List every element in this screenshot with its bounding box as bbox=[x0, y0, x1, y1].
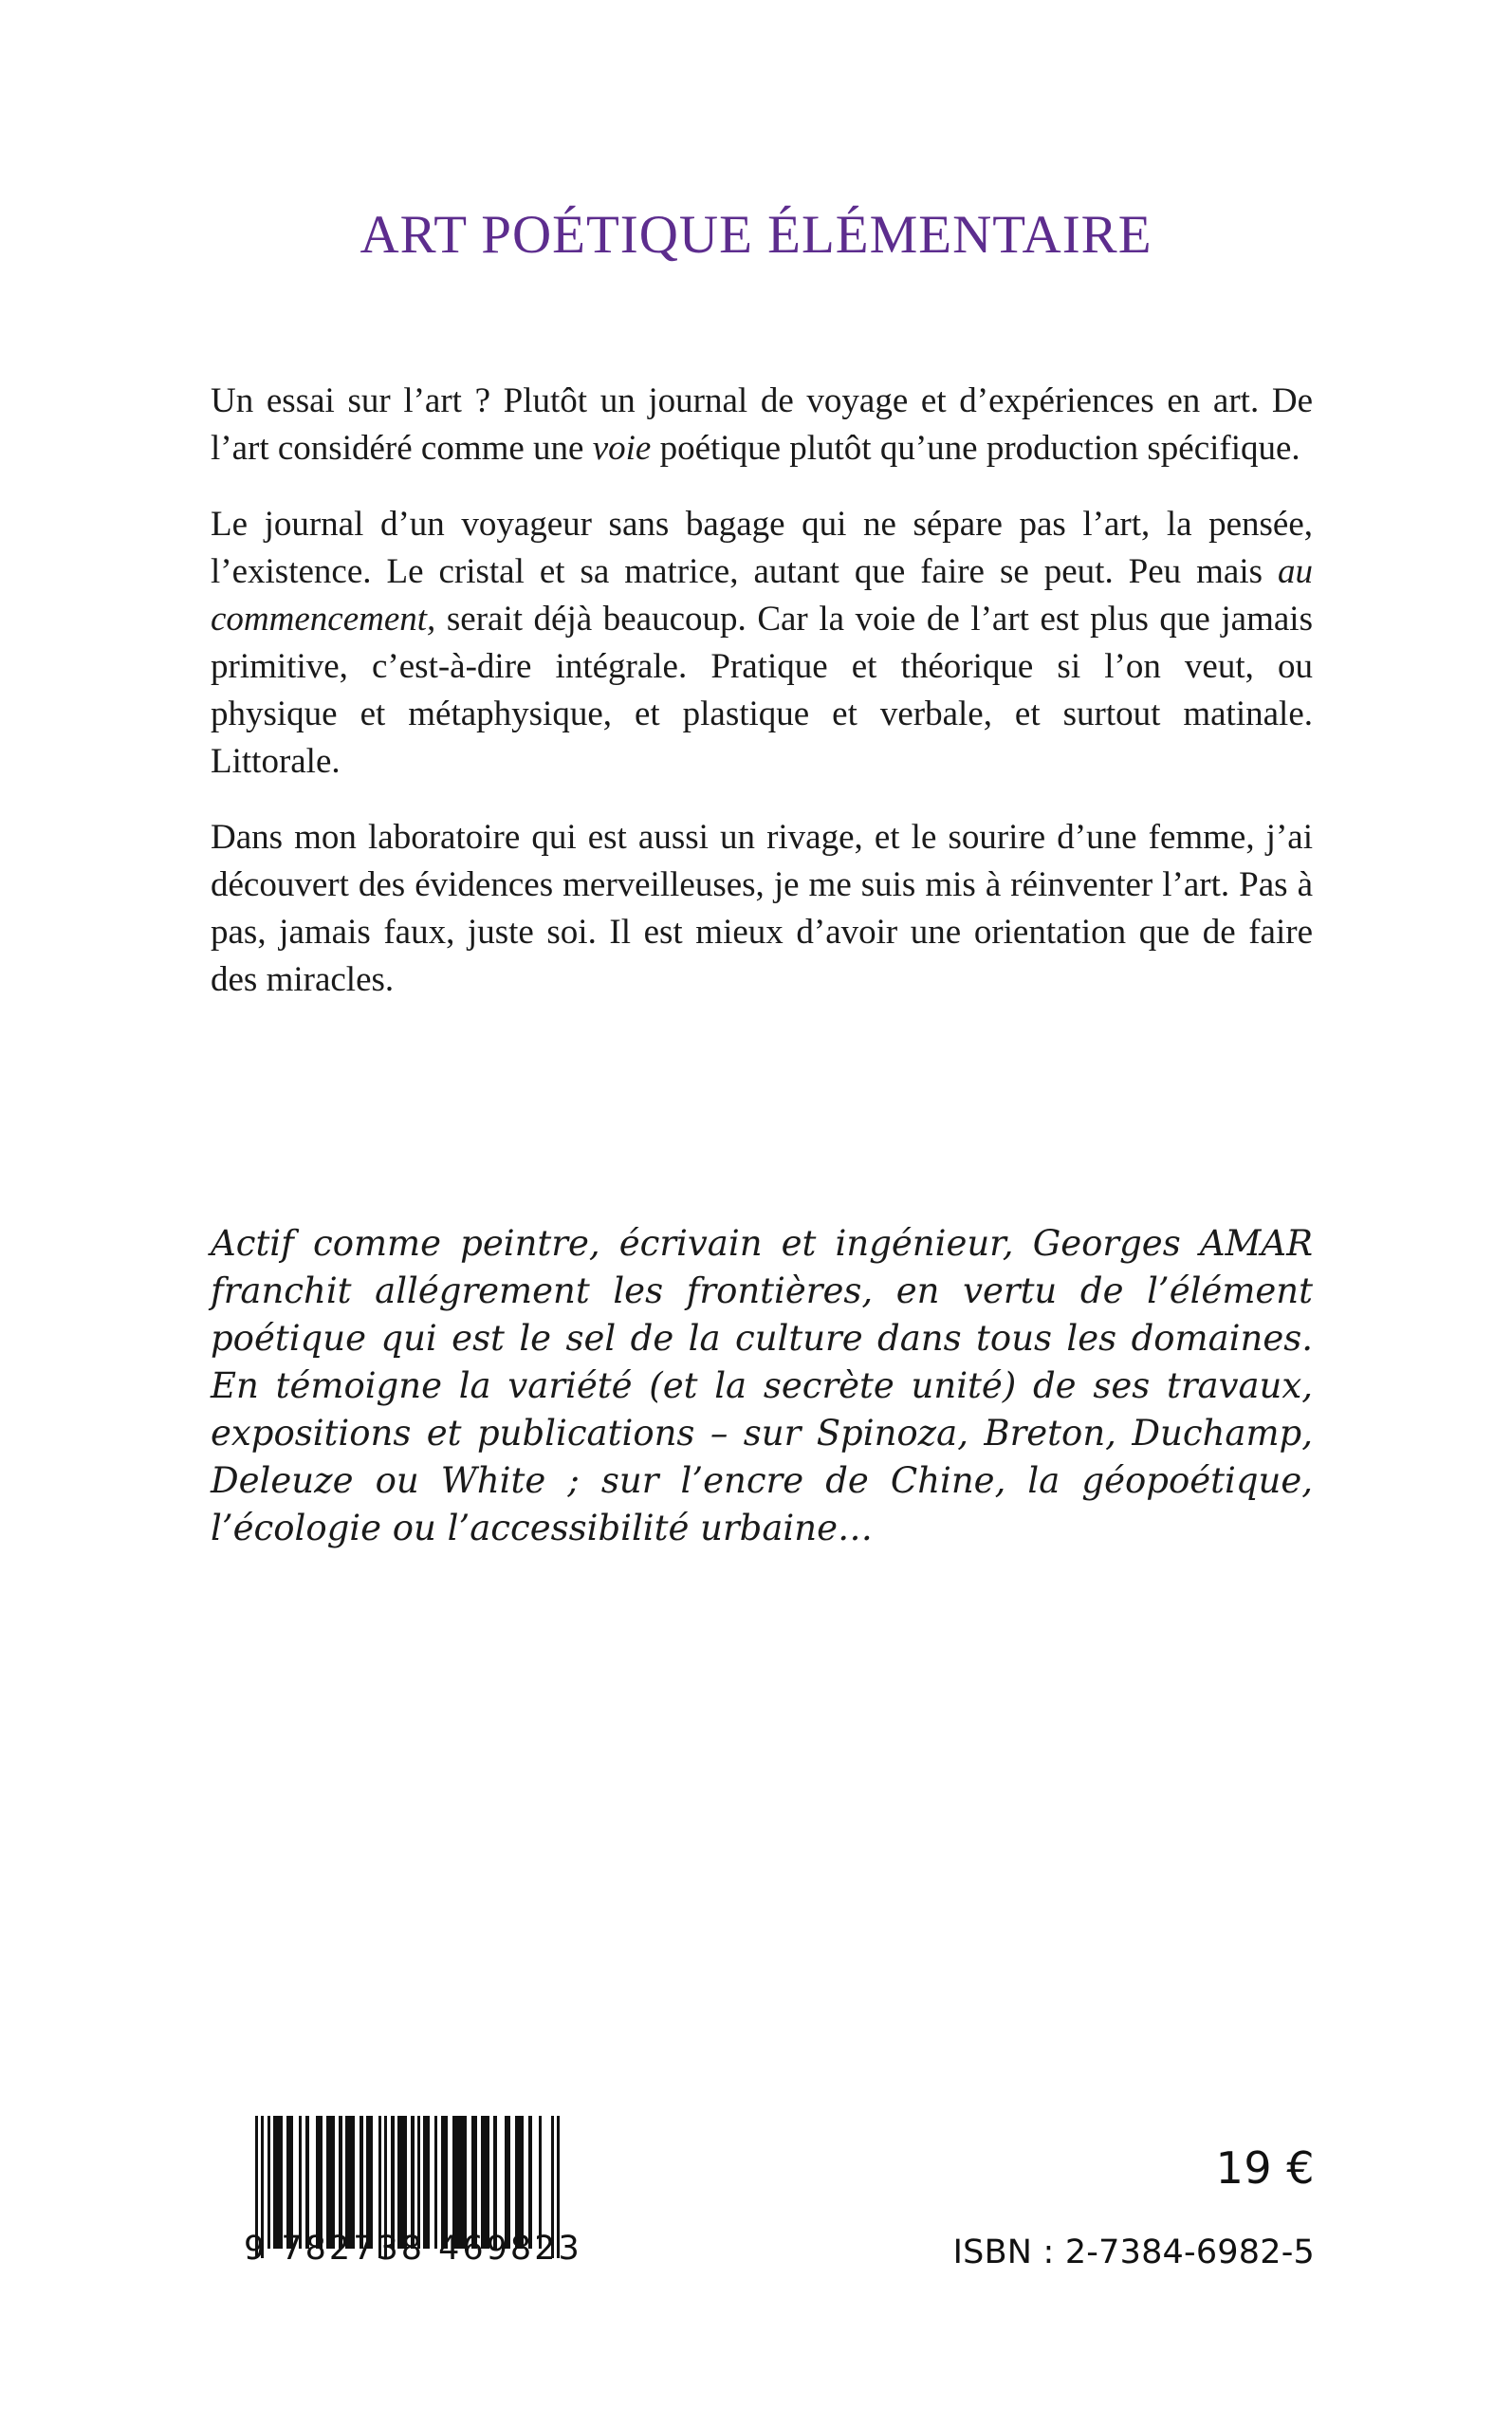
blurb-p2-segment-1: Le journal d’un voyageur sans bagage qui ne sépare pas l’art, la pensée, l’existence. Le cristal et sa matrice, autant que faire se peut. Peu mais bbox=[211, 505, 1313, 591]
blurb-p2-segment-2-italic: au commencement, bbox=[211, 552, 1313, 639]
author-biography-text: Actif comme peintre, écrivain et ingénieur, Georges AMAR franchit allégrement les frontières, en vertu de l’élément poétique qui est le sel de la culture dans tous les domaines. En témoigne la variété (et la secrète unité) de ses travaux, expositions et publications – sur Spinoza, Breton, Duchamp, Deleuze ou White ; sur l’encre de Chine, la géopoétique, l’écologie ou l’accessibilité urbaine… bbox=[211, 1223, 1313, 1548]
price-isbn-area bbox=[952, 2142, 1315, 2271]
price-label: 19 € bbox=[1215, 2142, 1315, 2194]
blurb-p1-segment-3: poétique plutôt qu’une production spécifique. bbox=[651, 429, 1300, 468]
blurb-paragraph-2 bbox=[211, 501, 1313, 786]
page-title: ART POÉTIQUE ÉLÉMENTAIRE bbox=[360, 205, 1152, 265]
blurb-paragraph-1 bbox=[211, 378, 1313, 473]
blurb-p1-segment-2-italic: voie bbox=[592, 429, 652, 468]
blurb-p1-segment-1: Un essai sur l’art ? Plutôt un journal de voyage et d’expériences en art. De l’art considéré comme une bbox=[211, 381, 1313, 468]
blurb-text-block bbox=[211, 378, 1313, 1004]
author-biography-block bbox=[211, 1220, 1313, 1552]
blurb-p2-segment-3: serait déjà beaucoup. Car la voie de l’art est plus que jamais primitive, c’est-à-dire intégrale. Pratique et théorique si l’on veut, ou physique et métaphysique, et plastique et verbale, et surtout matinale. Littorale. bbox=[211, 600, 1313, 781]
isbn-label: ISBN : 2-7384-6982-5 bbox=[952, 2233, 1315, 2271]
barcode-area bbox=[242, 2116, 583, 2268]
barcode-digits: 9 782738 469823 bbox=[244, 2230, 582, 2268]
blurb-paragraph-3 bbox=[211, 814, 1313, 1004]
blurb-p3-segment-1: Dans mon laboratoire qui est aussi un rivage, et le sourire d’une femme, j’ai découvert des évidences merveilleuses, je me suis mis à réinventer l’art. Pas à pas, jamais faux, juste soi. Il est mieux d’avoir une orientation que de faire des miracles. bbox=[211, 818, 1313, 999]
